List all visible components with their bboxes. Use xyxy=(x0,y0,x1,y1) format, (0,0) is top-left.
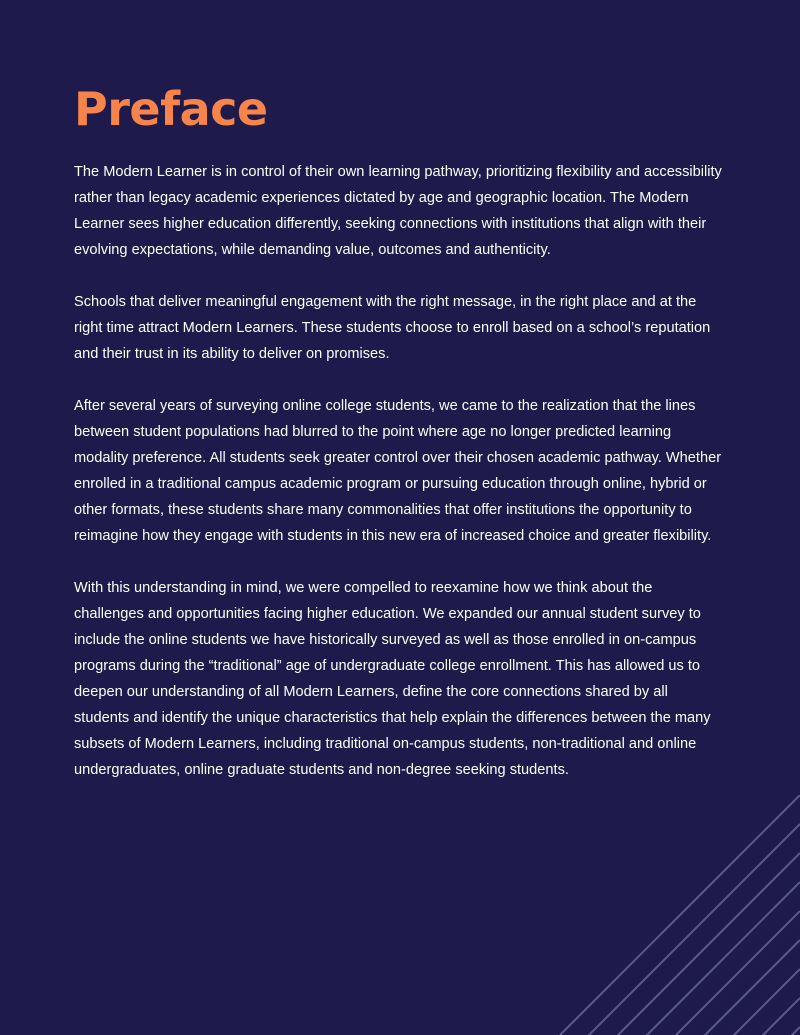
page-title: Preface xyxy=(74,82,268,136)
decor-line xyxy=(560,998,800,1035)
decor-line xyxy=(560,940,800,1035)
paragraph-1: The Modern Learner is in control of their own learning pathway, prioritizing flexibility and accessibility rather than legacy academic experiences dictated by age and geographic location. The Modern Learner sees higher education differently, seeking connections with institutions that align with their evolving expectations, while demanding value, outcomes and authenticity. xyxy=(74,164,722,258)
paragraph-4: With this understanding in mind, we were compelled to reexamine how we think about the challenges and opportunities facing higher education. We expanded our annual student survey to include the online students we have historically surveyed as well as those enrolled in on-campus programs during the “traditional” age of undergraduate college enrollment. This has allowed us to deepen our understanding of all Modern Learners, define the core connections shared by all students and identify the unique characteristics that help explain the differences between the many subsets of Modern Learners, including traditional on-campus students, non-traditional and online undergraduates, online graduate students and non-degree seeking students. xyxy=(74,580,711,778)
diagonal-lines-group xyxy=(560,795,800,1035)
preface-body xyxy=(74,159,724,809)
paragraph-3: After several years of surveying online college students, we came to the realization that the lines between student populations had blurred to the point where age no longer predicted learning modality preference. All students seek greater control over their chosen academic pathway. Whether enrolled in a traditional campus academic program or pursuing education through online, hybrid or other formats, these students share many commonalities that offer institutions the opportunity to reimagine how they engage with students in this new era of increased choice and greater flexibility. xyxy=(74,398,722,544)
paragraph-2: Schools that deliver meaningful engagement with the right message, in the right place and at the right time attract Modern Learners. These students choose to enroll based on a school’s reputation and their trust in its ability to deliver on promises. xyxy=(74,294,711,362)
decor-line xyxy=(560,795,800,1035)
decor-line xyxy=(560,882,800,1035)
decorative-diagonal-lines xyxy=(540,795,800,1035)
